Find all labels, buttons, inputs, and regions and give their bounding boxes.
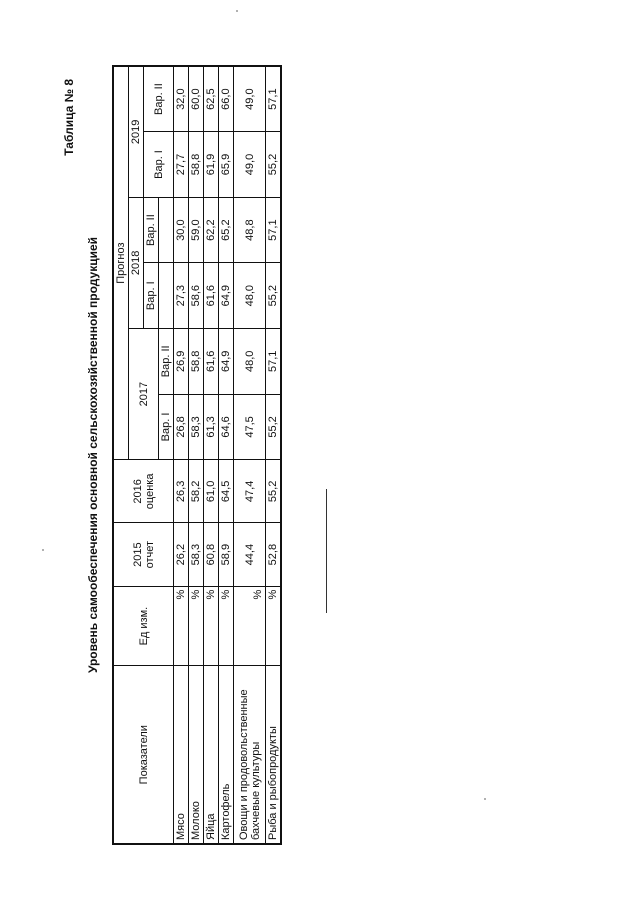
header-2017-var1: Вар. I xyxy=(159,394,174,460)
cell: 61,3 xyxy=(204,394,219,460)
row-name: Яйца xyxy=(204,666,219,844)
cell: 47,5 xyxy=(234,394,266,460)
cell: 60,0 xyxy=(189,66,204,132)
cell: 58,8 xyxy=(189,132,204,198)
row-name: Молоко xyxy=(189,666,204,844)
cell: 47,4 xyxy=(234,460,266,523)
header-2019-var1: Вар. I xyxy=(144,132,174,198)
cell: 52,8 xyxy=(266,523,282,586)
header-forecast: Прогноз xyxy=(113,66,129,460)
cell: 49,0 xyxy=(234,132,266,198)
cell: 57,1 xyxy=(266,197,282,263)
cell: 55,2 xyxy=(266,394,282,460)
scan-speck xyxy=(236,10,238,12)
cell: 27,7 xyxy=(174,132,189,198)
cell: 66,0 xyxy=(219,66,234,132)
row-unit: % xyxy=(266,586,282,666)
cell: 55,2 xyxy=(266,263,282,329)
cell: 30,0 xyxy=(174,197,189,263)
header-2018-var1-fill xyxy=(159,263,174,329)
table-row xyxy=(266,66,282,844)
cell: 48,0 xyxy=(234,329,266,395)
header-2016-year: 2016 xyxy=(131,479,144,504)
header-2015-year: 2015 xyxy=(131,542,144,567)
header-2015 xyxy=(113,523,174,586)
cell: 64,6 xyxy=(219,394,234,460)
cell: 26,2 xyxy=(174,523,189,586)
row-unit: % xyxy=(204,586,219,666)
table-row xyxy=(189,66,204,844)
cell: 48,0 xyxy=(234,263,266,329)
header-2018-var1: Вар. I xyxy=(144,263,159,329)
header-2019-var2: Вар. II xyxy=(144,66,174,132)
row-unit: % xyxy=(219,586,234,666)
cell: 55,2 xyxy=(266,460,282,523)
header-2017: 2017 xyxy=(129,329,159,460)
row-name: Овощи и продовольственные бахчевые культуры xyxy=(234,666,266,844)
header-2019: 2019 xyxy=(129,66,144,197)
row-unit: % xyxy=(234,586,266,666)
row-name: Мясо xyxy=(174,666,189,844)
cell: 59,0 xyxy=(189,197,204,263)
cell: 61,0 xyxy=(204,460,219,523)
cell: 55,2 xyxy=(266,132,282,198)
table-row xyxy=(234,66,266,844)
table-row xyxy=(174,66,189,844)
table-number-label: Таблица № 8 xyxy=(62,79,76,156)
cell: 58,2 xyxy=(189,460,204,523)
cell: 61,6 xyxy=(204,329,219,395)
cell: 61,9 xyxy=(204,132,219,198)
cell: 61,6 xyxy=(204,263,219,329)
header-2015-sub: отчет xyxy=(143,540,156,569)
cell: 58,3 xyxy=(189,523,204,586)
cell: 57,1 xyxy=(266,329,282,395)
cell: 58,3 xyxy=(189,394,204,460)
header-unit: Ед изм. xyxy=(113,586,174,666)
cell: 64,9 xyxy=(219,263,234,329)
rotated-content xyxy=(50,65,590,845)
header-2018-var2-fill xyxy=(159,197,174,263)
header-2018: 2018 xyxy=(129,197,144,328)
header-indicator: Показатели xyxy=(113,666,174,844)
cell: 64,9 xyxy=(219,329,234,395)
cell: 65,2 xyxy=(219,197,234,263)
row-unit: % xyxy=(174,586,189,666)
header-2018-var2: Вар. II xyxy=(144,197,159,263)
self-sufficiency-table xyxy=(112,65,282,845)
header-2017-var2: Вар. II xyxy=(159,329,174,395)
cell: 48,8 xyxy=(234,197,266,263)
row-unit: % xyxy=(189,586,204,666)
cell: 65,9 xyxy=(219,132,234,198)
row-name: Рыба и рыбопродукты xyxy=(266,666,282,844)
cell: 64,5 xyxy=(219,460,234,523)
cell: 57,1 xyxy=(266,66,282,132)
cell: 26,8 xyxy=(174,394,189,460)
cell: 60,8 xyxy=(204,523,219,586)
header-2016-sub: оценка xyxy=(143,473,156,510)
cell: 58,9 xyxy=(219,523,234,586)
cell: 62,5 xyxy=(204,66,219,132)
cell: 58,8 xyxy=(189,329,204,395)
cell: 26,3 xyxy=(174,460,189,523)
cell: 44,4 xyxy=(234,523,266,586)
table-row xyxy=(219,66,234,844)
cell: 32,0 xyxy=(174,66,189,132)
table-row xyxy=(204,66,219,844)
header-2016 xyxy=(113,460,174,523)
row-name: Картофель xyxy=(219,666,234,844)
scan-speck xyxy=(42,549,44,551)
cell: 27,3 xyxy=(174,263,189,329)
cell: 62,2 xyxy=(204,197,219,263)
cell: 26,9 xyxy=(174,329,189,395)
cell: 49,0 xyxy=(234,66,266,132)
cell: 58,6 xyxy=(189,263,204,329)
table-title: Уровень самообеспечения основной сельскохозяйственной продукцией xyxy=(86,236,100,674)
